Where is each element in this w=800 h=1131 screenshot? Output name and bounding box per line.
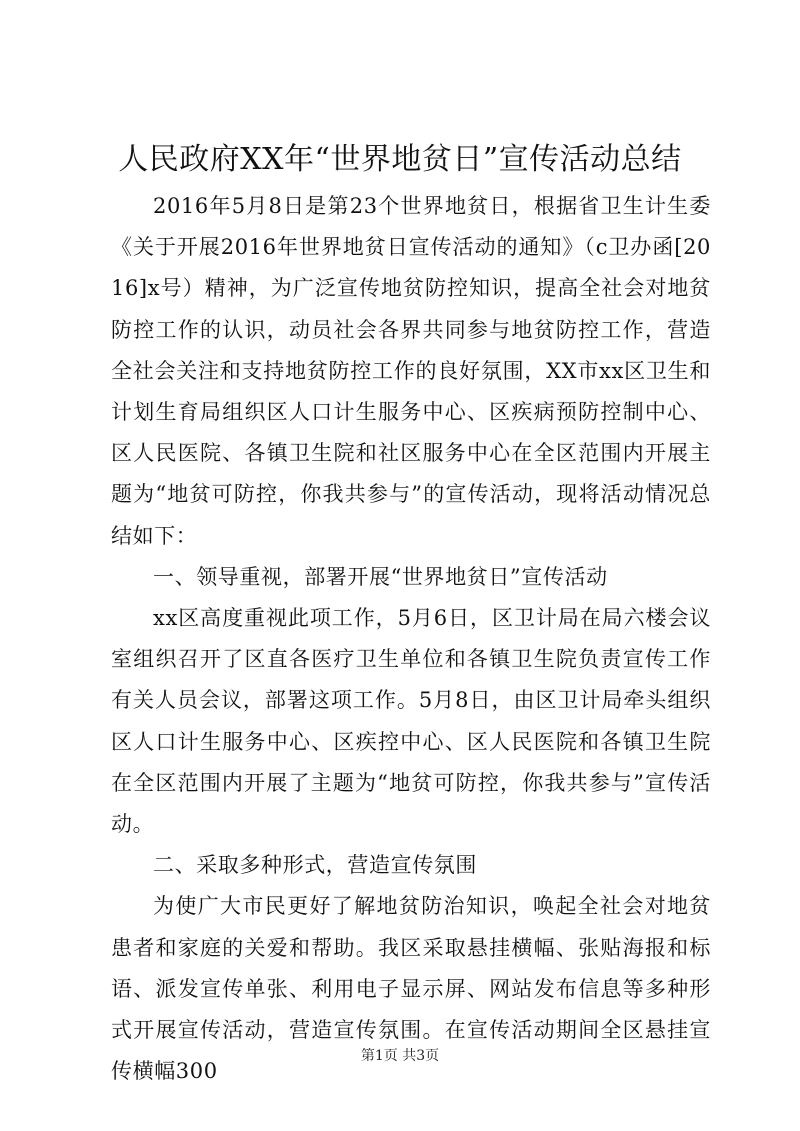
paragraph-intro: 2016年5月8日是第23个世界地贫日，根据省卫生计生委《关于开展2016年世界地贫日宣传活动的通知》（c卫办函[2016]x号）精神，为广泛宣传地贫防控知识，提高全社会对地贫防控工作的认识，动员社会各界共同参与地贫防控工作，营造全社会关注和支持地贫防控工作的良好氛围，XX市xx区卫生和计划生育局组织区人口计生服务中心、区疾病预防控制中心、区人民医院、各镇卫生院和社区服务中心在全区范围内开展主题为“地贫可防控，你我共参与”的宣传活动，现将活动情况总结如下： (111, 194, 711, 548)
paragraph-section-2: 为使广大市民更好了解地贫防治知识，唤起全社会对地贫患者和家庭的关爱和帮助。我区采取悬挂横幅、张贴海报和标语、派发宣传单张、利用电子显示屏、网站发布信息等多种形式开展宣传活动，营造宣传氛围。在宣传活动期间全区悬挂宣传横幅300 (111, 894, 711, 1084)
section-heading-1: 一、领导重视，部署开展“世界地贫日”宣传活动 (153, 564, 608, 589)
document-title: 人民政府XX年“世界地贫日”宣传活动总结 (118, 142, 682, 177)
document-body (111, 186, 711, 1092)
page-number: 第1页 共3页 (360, 1048, 440, 1064)
section-heading-2: 二、采取多种形式，营造宣传氛围 (153, 853, 477, 878)
paragraph-section-1: xx区高度重视此项工作，5月6日，区卫计局在局六楼会议室组织召开了区直各医疗卫生单位和各镇卫生院负责宣传工作有关人员会议，部署这项工作。5月8日，由区卫计局牵头组织区人口计生服务中心、区疾控中心、区人民医院和各镇卫生院在全区范围内开展了主题为“地贫可防控，你我共参与”宣传活动。 (111, 606, 711, 837)
